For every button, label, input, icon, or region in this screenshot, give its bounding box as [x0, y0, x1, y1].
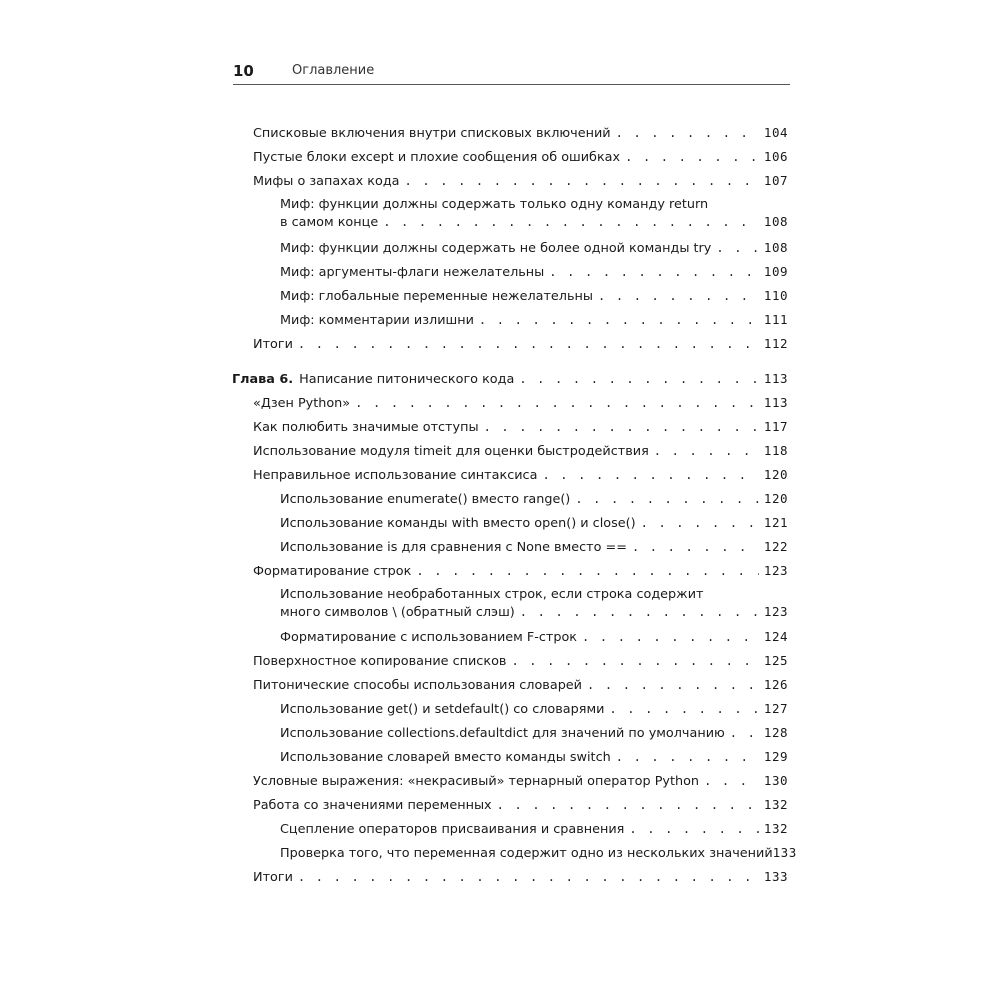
toc-entry-title: Проверка того, что переменная содержит одно из нескольких значений: [280, 846, 773, 861]
toc-entry: [280, 538, 788, 556]
toc-entry-page: 110: [763, 288, 788, 303]
toc-entry-multiline: [280, 196, 788, 231]
toc-entry-title: Использование словарей вместо команды switch: [280, 750, 611, 765]
toc-entry-page: 125: [763, 653, 788, 668]
toc-entry-page: 104: [763, 125, 788, 140]
toc-entry-title: Использование collections.defaultdict для значений по умолчанию: [280, 726, 725, 741]
toc-entry: [253, 335, 788, 353]
toc-entry-page: 112: [763, 336, 788, 351]
toc-entry: [280, 490, 788, 508]
dot-leader: [575, 491, 759, 508]
toc-entry-page: 120: [763, 467, 788, 482]
toc-entry-title: Сцепление операторов присваивания и сравнения: [280, 822, 625, 837]
toc-entry-title: Использование get() и setdefault() со словарями: [280, 702, 605, 717]
toc-entry-title: Миф: функции должны содержать не более одной команды try: [280, 241, 712, 256]
toc-entry-multiline: [280, 586, 788, 621]
dot-leader: [625, 149, 759, 166]
dot-leader: [416, 563, 759, 580]
toc-entry: [253, 466, 788, 484]
toc-entry-title: Поверхностное копирование списков: [253, 654, 507, 669]
toc-entry-title: Питонические способы использования словарей: [253, 678, 583, 693]
dot-leader: [632, 539, 759, 556]
toc-entry: [280, 514, 788, 532]
dot-leader: [519, 371, 759, 388]
toc-entry: [280, 700, 788, 718]
toc-entry-title: Форматирование с использованием F-строк: [280, 630, 578, 645]
toc-entry-title: Миф: глобальные переменные нежелательны: [280, 289, 593, 304]
toc-chapter-entry: [232, 370, 788, 388]
dot-leader: [609, 701, 759, 718]
toc-entry-page: 130: [763, 773, 788, 788]
toc-entry: [253, 172, 788, 190]
dot-leader: [730, 725, 759, 742]
toc-entry-page: 113: [763, 371, 788, 386]
toc-entry-page: 126: [763, 677, 788, 692]
dot-leader: [497, 797, 759, 814]
toc-entry: [253, 124, 788, 142]
toc-entry-page: 111: [763, 312, 788, 327]
toc-entry-page: 129: [763, 749, 788, 764]
toc-entry: [253, 868, 788, 886]
toc-entry-title: Использование модуля timeit для оценки быстродействия: [253, 444, 649, 459]
toc-entry: [280, 844, 797, 862]
toc-entry-page: 127: [763, 701, 788, 716]
toc-entry: [253, 148, 788, 166]
dot-leader: [549, 264, 759, 281]
toc-entry: [280, 263, 788, 281]
toc-entry-page: 128: [763, 725, 788, 740]
dot-leader: [511, 653, 758, 670]
toc-entry-page: 132: [763, 797, 788, 812]
toc-entry-title-line2: в самом конце: [280, 215, 379, 230]
dot-leader: [542, 467, 758, 484]
toc-entry: [253, 652, 788, 670]
toc-entry: [280, 820, 788, 838]
toc-entry: [253, 796, 788, 814]
chapter-label: Глава 6.: [232, 372, 294, 387]
page-number: 10: [233, 62, 254, 80]
toc-entry-title: Неправильное использование синтаксиса: [253, 468, 538, 483]
toc-entry-page: 106: [763, 149, 788, 164]
dot-leader: [479, 312, 759, 329]
toc-entry-page: 117: [763, 419, 788, 434]
toc-entry-title: Написание питонического кода: [299, 372, 515, 387]
dot-leader: [587, 677, 759, 694]
toc-entry: [280, 628, 788, 646]
toc-entry: [280, 748, 788, 766]
toc-entry-title: Форматирование строк: [253, 564, 412, 579]
toc-entry: [253, 562, 788, 580]
toc-entry-page: 133: [772, 845, 797, 860]
dot-leader: [355, 395, 759, 412]
toc-entry-title-line1: Миф: функции должны содержать только одну команду return: [280, 197, 709, 212]
toc-entry-title: Списковые включения внутри списковых включений: [253, 126, 611, 141]
toc-entry-page: 120: [763, 491, 788, 506]
toc-entry-page: 109: [763, 264, 788, 279]
toc-entry: [253, 394, 788, 412]
toc-entry: [253, 418, 788, 436]
toc-entry-page: 121: [763, 515, 788, 530]
dot-leader: [484, 419, 759, 436]
toc-entry-page: 123: [763, 563, 788, 578]
running-title: Оглавление: [292, 63, 375, 78]
toc-entry: [280, 239, 788, 257]
dot-leader: [716, 240, 759, 257]
toc-entry-title: Условные выражения: «некрасивый» тернарный оператор Python: [253, 774, 700, 789]
toc-entry-page: 123: [763, 604, 788, 619]
toc-entry: [280, 724, 788, 742]
toc-entry: [253, 676, 788, 694]
dot-leader: [616, 749, 759, 766]
toc-entry-title: «Дзен Python»: [253, 396, 351, 411]
toc-entry-title: Итоги: [253, 870, 293, 885]
dot-leader: [405, 173, 759, 190]
toc-entry-title-line2: много символов \ (обратный слэш): [280, 605, 515, 620]
toc-entry-page: 122: [763, 539, 788, 554]
toc-entry-title: Итоги: [253, 337, 293, 352]
toc-entry: [253, 772, 788, 790]
dot-leader: [298, 336, 759, 353]
toc-entry: [253, 442, 788, 460]
dot-leader: [616, 125, 759, 142]
toc-entry: [280, 287, 788, 305]
toc-entry-title: Пустые блоки except и плохие сообщения об ошибках: [253, 150, 621, 165]
dot-leader: [383, 214, 759, 231]
toc-entry-page: 124: [763, 629, 788, 644]
toc-entry-page: 132: [763, 821, 788, 836]
toc-entry-title-line1: Использование необработанных строк, если строка содержит: [280, 587, 704, 602]
toc-entry-page: 108: [763, 214, 788, 229]
toc-entry-title: Как полюбить значимые отступы: [253, 420, 479, 435]
dot-leader: [629, 821, 759, 838]
toc-entry-title: Работа со значениями переменных: [253, 798, 492, 813]
toc-entry: [280, 311, 788, 329]
dot-leader: [654, 443, 759, 460]
toc-entry-title: Миф: аргументы-флаги нежелательны: [280, 265, 545, 280]
dot-leader: [598, 288, 759, 305]
toc-entry-title: Использование is для сравнения с None вместо ==: [280, 540, 627, 555]
toc-entry-title: Использование команды with вместо open() и close(): [280, 516, 636, 531]
toc-entry-page: 113: [763, 395, 788, 410]
toc-entry-page: 107: [763, 173, 788, 188]
dot-leader: [704, 773, 759, 790]
toc-entry-page: 118: [763, 443, 788, 458]
dot-leader: [582, 629, 759, 646]
toc-entry-page: 133: [763, 869, 788, 884]
dot-leader: [520, 604, 759, 621]
toc-entry-title: Использование enumerate() вместо range(): [280, 492, 571, 507]
dot-leader: [298, 869, 759, 886]
dot-leader: [641, 515, 759, 532]
toc-entry-page: 108: [763, 240, 788, 255]
toc-entry-title: Миф: комментарии излишни: [280, 313, 474, 328]
toc-entry-title: Мифы о запахах кода: [253, 174, 400, 189]
